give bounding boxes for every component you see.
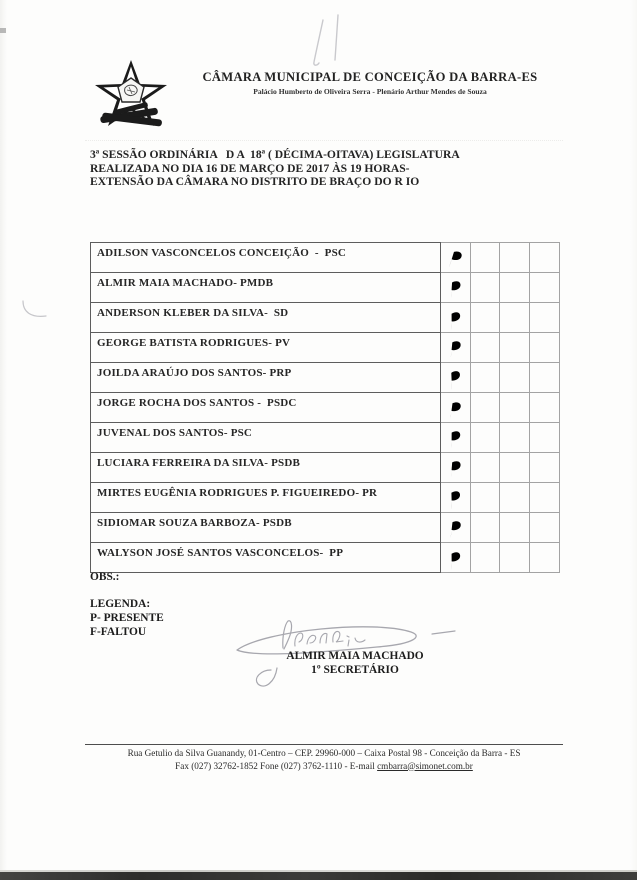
empty-cell: [471, 423, 500, 453]
header-divider: [85, 140, 563, 141]
council-member-name: ALMIR MAIA MACHADO- PMDB: [91, 273, 441, 303]
empty-cell: [530, 513, 560, 543]
handwritten-p-mark: [446, 367, 465, 392]
attendance-mark-cell: [441, 363, 471, 393]
session-heading: [90, 148, 530, 189]
signatory-name: ALMIR MAIA MACHADO: [286, 650, 424, 662]
table-row: [91, 453, 560, 483]
signatory-role: 1º SECRETÁRIO: [311, 664, 399, 676]
empty-cell: [471, 393, 500, 423]
empty-cell: [500, 543, 530, 573]
attendance-mark-cell: [441, 453, 471, 483]
pen-scribble-mark: [303, 8, 363, 70]
council-member-name: ANDERSON KLEBER DA SILVA- SD: [91, 303, 441, 333]
council-member-name: ADILSON VASCONCELOS CONCEIÇÃO - PSC: [91, 243, 441, 273]
attendance-mark-cell: [441, 273, 471, 303]
empty-cell: [500, 333, 530, 363]
legend-block: [90, 598, 164, 639]
empty-cell: [530, 453, 560, 483]
attendance-mark-cell: [441, 243, 471, 273]
attendance-mark-cell: [441, 303, 471, 333]
empty-cell: [471, 513, 500, 543]
attendance-mark-cell: [441, 513, 471, 543]
empty-cell: [500, 363, 530, 393]
session-line-2: REALIZADA NO DIA 16 DE MARÇO DE 2017 ÀS 19 HORAS-: [90, 161, 410, 175]
council-member-name: JORGE ROCHA DOS SANTOS - PSDC: [91, 393, 441, 423]
handwritten-p-mark: [446, 488, 464, 513]
empty-cell: [471, 543, 500, 573]
empty-cell: [500, 273, 530, 303]
footer-contacts: [85, 760, 563, 773]
attendance-mark-cell: [441, 483, 471, 513]
footer-email-link: cmbarra@simonet.com.br: [377, 760, 473, 771]
table-row: [91, 543, 560, 573]
table-row: [91, 303, 560, 333]
scanner-edge-band: [0, 872, 637, 880]
footer-phone-fax: Fax (027) 32762-1852 Fone (027) 3762-1110 - E-mail: [175, 760, 378, 771]
handwritten-p-mark: [447, 278, 465, 303]
table-row: [91, 423, 560, 453]
session-line-3: EXTENSÃO DA CÂMARA NO DISTRITO DE BRAÇO DO R IO: [90, 175, 420, 189]
empty-cell: [530, 363, 560, 393]
attendance-mark-cell: [441, 333, 471, 363]
table-row: [91, 483, 560, 513]
handwritten-p-mark: [446, 337, 465, 362]
handwritten-p-mark: [444, 246, 467, 274]
handwritten-p-mark: [447, 309, 465, 334]
empty-cell: [500, 513, 530, 543]
footer: [85, 744, 563, 772]
document-title: CÂMARA MUNICIPAL DE CONCEIÇÃO DA BARRA-ES: [202, 70, 538, 84]
council-member-name: JOILDA ARAÚJO DOS SANTOS- PRP: [91, 363, 441, 393]
empty-cell: [530, 483, 560, 513]
handwritten-p-mark: [446, 517, 465, 542]
empty-cell: [471, 243, 500, 273]
chamber-logo-star-icon: [92, 60, 170, 134]
empty-cell: [471, 453, 500, 483]
empty-cell: [500, 393, 530, 423]
empty-cell: [530, 333, 560, 363]
scan-smudge: [0, 28, 6, 33]
attendance-mark-cell: [441, 543, 471, 573]
handwritten-p-mark: [447, 428, 464, 452]
document-subtitle: Palácio Humberto de Oliveira Serra - Plenário Arthur Mendes de Souza: [253, 87, 487, 96]
attendance-table-body: [91, 243, 560, 573]
empty-cell: [500, 303, 530, 333]
council-member-name: WALYSON JOSÉ SANTOS VASCONCELOS- PP: [91, 543, 441, 573]
council-member-name: SIDIOMAR SOUZA BARBOZA- PSDB: [91, 513, 441, 543]
empty-cell: [530, 243, 560, 273]
empty-cell: [471, 363, 500, 393]
handwritten-p-mark: [446, 458, 464, 483]
session-line-1: 3ª SESSÃO ORDINÁRIA D A 18ª ( DÉCIMA-OITAVA) LEGISLATURA: [90, 148, 460, 161]
table-row: [91, 243, 560, 273]
table-row: [91, 333, 560, 363]
empty-cell: [500, 243, 530, 273]
attendance-mark-cell: [441, 393, 471, 423]
council-member-name: LUCIARA FERREIRA DA SILVA- PSDB: [91, 453, 441, 483]
handwritten-p-mark: [447, 549, 465, 574]
empty-cell: [530, 543, 560, 573]
empty-cell: [471, 273, 500, 303]
empty-cell: [471, 303, 500, 333]
footer-address: Rua Getulio da Silva Guanandy, 01-Centro – CEP. 29960-000 – Caixa Postal 98 - Conceição da Barra - ES: [127, 748, 521, 758]
empty-cell: [500, 423, 530, 453]
empty-cell: [530, 423, 560, 453]
council-member-name: MIRTES EUGÊNIA RODRIGUES P. FIGUEIREDO- PR: [91, 483, 441, 513]
empty-cell: [530, 393, 560, 423]
attendance-table: [90, 242, 560, 573]
empty-cell: [500, 483, 530, 513]
council-member-name: GEORGE BATISTA RODRIGUES- PV: [91, 333, 441, 363]
legend-item-present: P- PRESENTE: [90, 611, 164, 624]
empty-cell: [471, 333, 500, 363]
council-member-name: JUVENAL DOS SANTOS- PSC: [91, 423, 441, 453]
empty-cell: [471, 483, 500, 513]
empty-cell: [530, 273, 560, 303]
table-row: [91, 363, 560, 393]
legend-item-absent: F-FALTOU: [90, 625, 147, 638]
legend-title: LEGENDA:: [90, 598, 151, 610]
scan-crease-mark: [20, 296, 54, 324]
handwritten-p-mark: [446, 398, 465, 424]
table-row: [91, 393, 560, 423]
attendance-mark-cell: [441, 423, 471, 453]
table-row: [91, 513, 560, 543]
empty-cell: [500, 453, 530, 483]
empty-cell: [530, 303, 560, 333]
table-row: [91, 273, 560, 303]
obs-label: OBS.:: [90, 571, 120, 583]
